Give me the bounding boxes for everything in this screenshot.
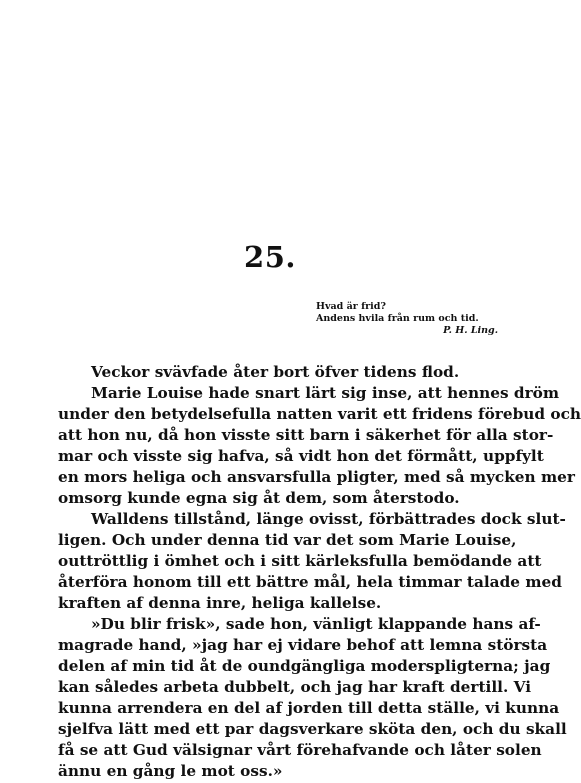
chapter-number: 25. bbox=[244, 240, 296, 274]
text-line: delen af min tid åt de oundgängliga moderspligterna; jag bbox=[58, 657, 551, 675]
text-line: »Du blir frisk», sade hon, vänligt klappande hans af- bbox=[91, 615, 541, 633]
text-line: att hon nu, då hon visste sitt barn i säkerhet för alla stor- bbox=[58, 426, 554, 444]
chapter-body-text bbox=[58, 362, 581, 782]
text-line: outtröttlig i ömhet och i sitt kärleksfulla bemödande att bbox=[58, 552, 542, 570]
text-line: ännu en gång le mot oss.» bbox=[58, 762, 283, 780]
text-line: kraften af denna inre, heliga kallelse. bbox=[58, 594, 382, 612]
text-line: återföra honom till ett bättre mål, hela timmar talade med bbox=[58, 573, 562, 591]
text-line: kunna arrendera en del af jorden till detta ställe, vi kunna bbox=[58, 699, 560, 717]
text-line: omsorg kunde egna sig åt dem, som återstodo. bbox=[58, 489, 460, 507]
epigraph-attribution: P. H. Ling. bbox=[443, 325, 498, 336]
text-line: under den betydelsefulla natten varit ett fridens förebud och bbox=[58, 405, 581, 423]
text-line: ligen. Och under denna tid var det som Marie Louise, bbox=[58, 531, 517, 549]
epigraph-line: Hvad är frid? bbox=[316, 301, 386, 312]
text-line: Veckor svävfade åter bort öfver tidens flod. bbox=[91, 363, 460, 381]
text-line: mar och visste sig hafva, så vidt hon det förmått, uppfylt bbox=[58, 447, 544, 465]
text-line: sjelfva lätt med ett par dagsverkare sköta den, och du skall bbox=[58, 720, 567, 738]
epigraph-line: Andens hvila från rum och tid. bbox=[316, 313, 479, 324]
text-line: en mors heliga och ansvarsfulla pligter, med så mycken mer bbox=[58, 468, 575, 486]
text-line: kan således arbeta dubbelt, och jag har kraft dertill. Vi bbox=[58, 678, 532, 696]
epigraph bbox=[302, 301, 502, 337]
text-line: magrade hand, »jag har ej vidare behof att lemna största bbox=[58, 636, 548, 654]
text-line: Marie Louise hade snart lärt sig inse, att hennes dröm bbox=[91, 384, 560, 402]
text-line: Walldens tillstånd, länge ovisst, förbättrades dock slut- bbox=[91, 510, 566, 528]
text-line: få se att Gud välsignar vårt förehafvande och låter solen bbox=[58, 741, 542, 759]
